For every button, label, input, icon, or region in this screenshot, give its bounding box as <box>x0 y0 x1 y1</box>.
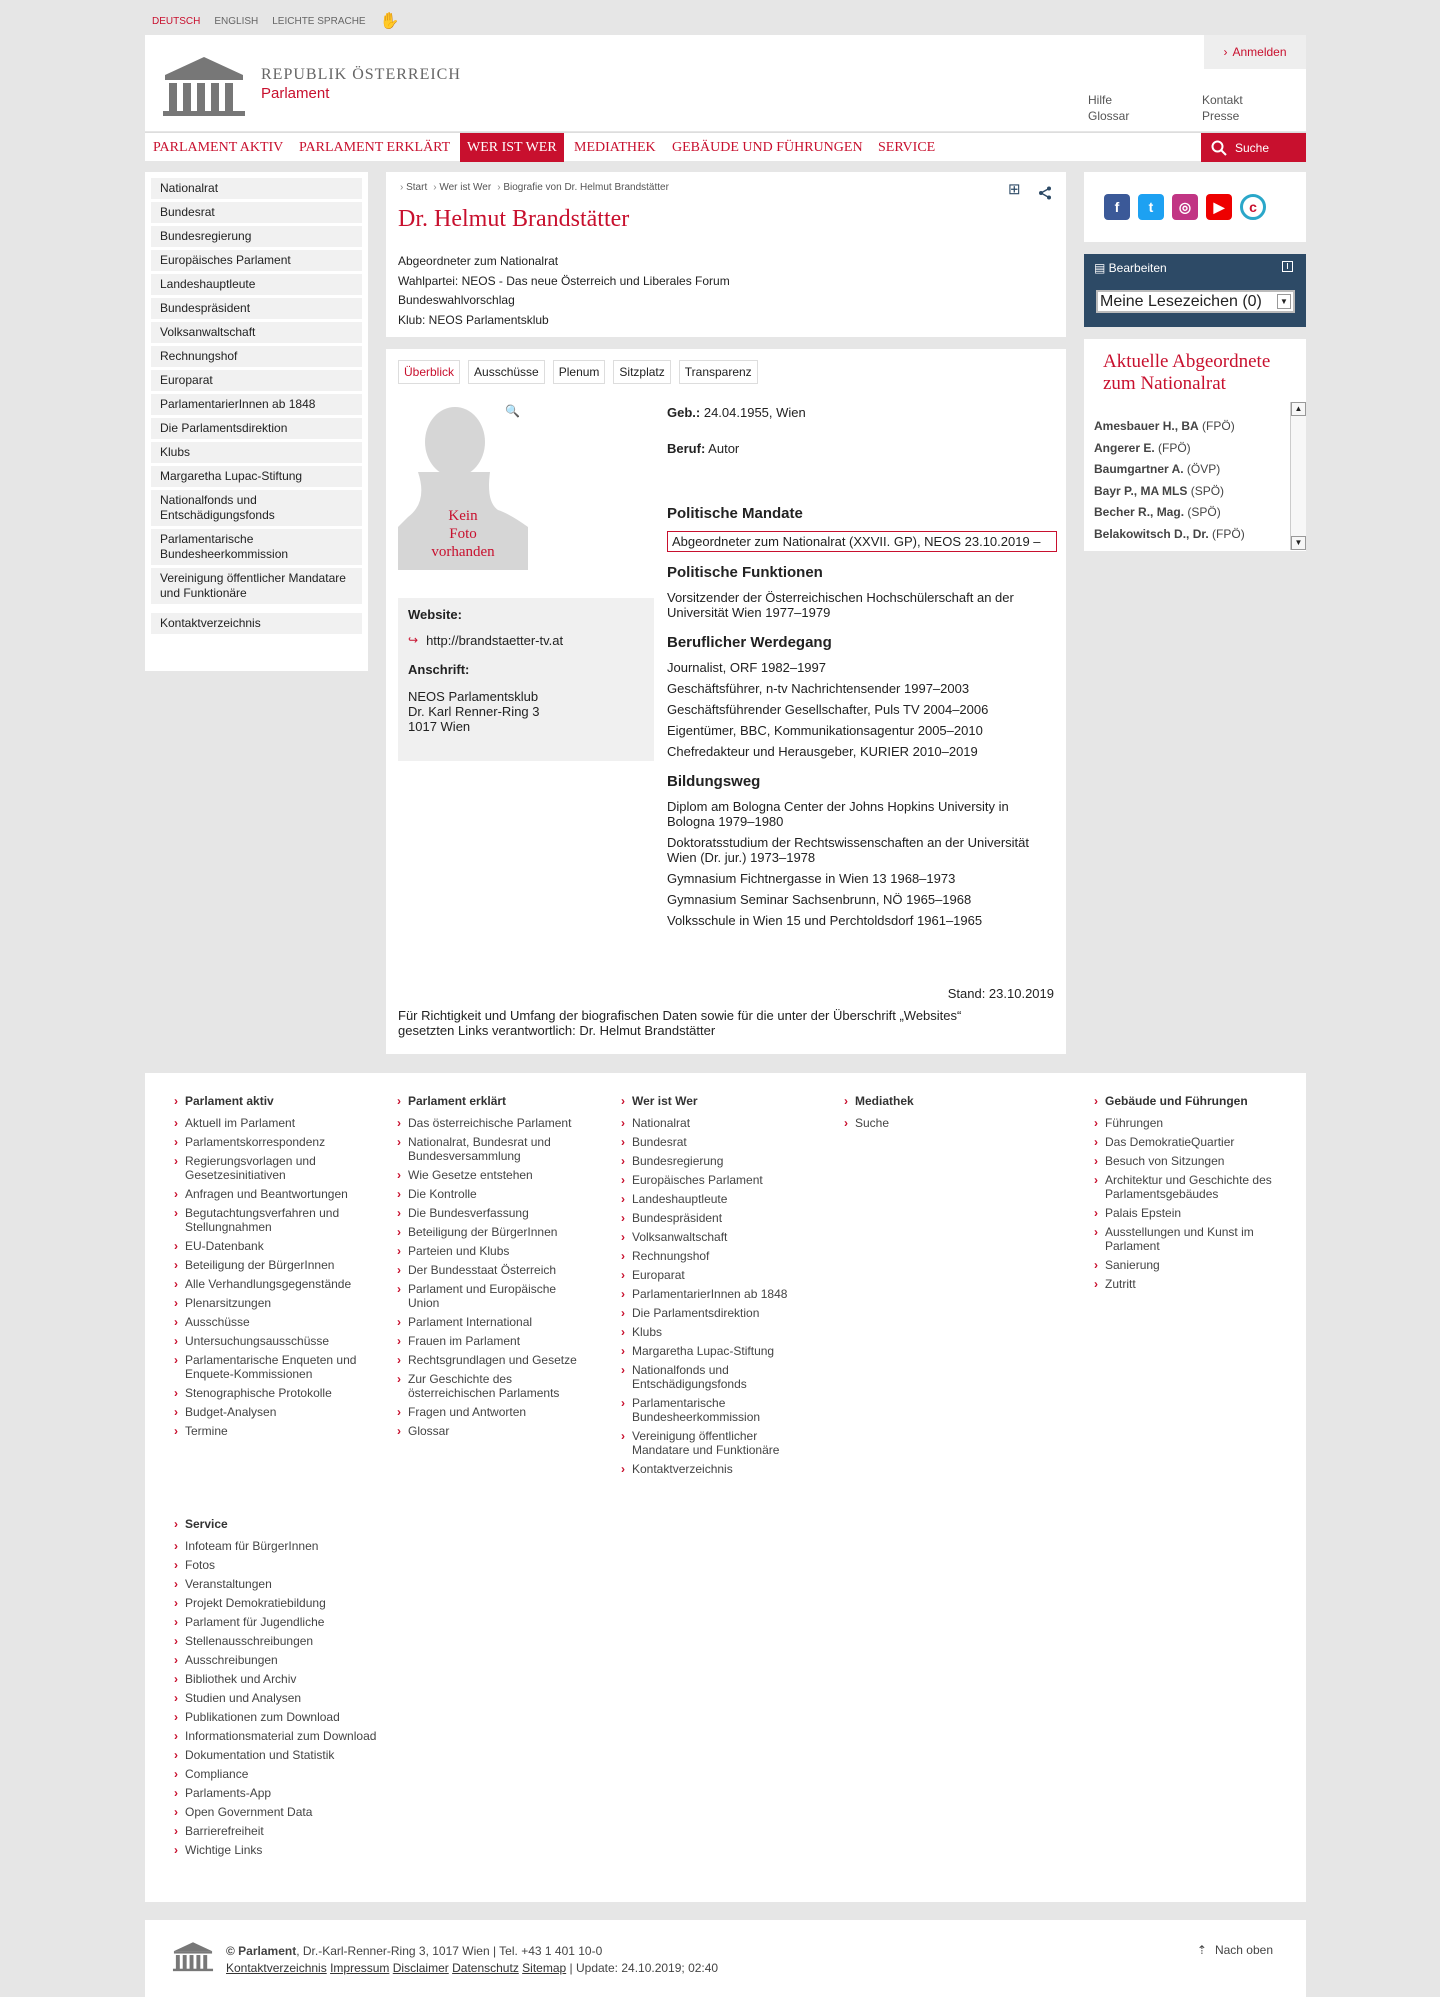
footer-link[interactable]: › Studien und Analysen <box>174 1691 404 1705</box>
footer-link[interactable]: › Kontaktverzeichnis <box>621 1462 811 1476</box>
education-item: Gymnasium Seminar Sachsenbrunn, NÖ 1965–1968 <box>667 892 972 907</box>
scroll-up-icon[interactable]: ▲ <box>1291 402 1306 416</box>
footer-link[interactable]: › Wie Gesetze entstehen <box>397 1168 587 1182</box>
contact-box <box>398 598 654 761</box>
back-to-top-link[interactable]: ⇡ Nach oben <box>1196 1943 1273 1957</box>
career-item: Journalist, ORF 1982–1997 <box>667 660 826 675</box>
bio-function: Abgeordneter zum Nationalrat <box>398 254 559 268</box>
breadcrumb-item[interactable]: › Wer ist Wer <box>433 182 491 193</box>
leftnav-item[interactable]: Die Parlamentsdirektion <box>151 418 362 439</box>
footer-link[interactable]: › Begutachtungsverfahren und Stellungnahmen <box>174 1206 364 1234</box>
footer-link[interactable]: › Besuch von Sitzungen <box>1094 1154 1284 1168</box>
footer-link[interactable]: › Landeshauptleute <box>621 1192 811 1206</box>
footer-link[interactable]: › Rechnungshof <box>621 1249 811 1263</box>
press-link[interactable]: Presse <box>1202 109 1240 123</box>
tab-ausschuesse[interactable]: Ausschüsse <box>468 360 545 384</box>
footer-link[interactable]: › Suche <box>844 1116 1034 1130</box>
footer-link[interactable]: › Informationsmaterial zum Download <box>174 1729 404 1743</box>
footer-link[interactable]: › Sanierung <box>1094 1258 1284 1272</box>
website-label: Website: <box>408 607 462 622</box>
footer-column <box>844 1094 1034 1135</box>
footer-link[interactable]: › Parlaments-App <box>174 1786 404 1800</box>
birth-info: Geb.: 24.04.1955, Wien <box>667 405 806 420</box>
breadcrumb-item: › Biografie von Dr. Helmut Brandstätter <box>497 182 669 193</box>
tab-bar <box>398 360 758 384</box>
glossary-link[interactable]: Glossar <box>1088 109 1130 123</box>
footer-heading[interactable]: › Wer ist Wer <box>621 1094 811 1108</box>
sign-language-icon[interactable]: ✋ <box>379 13 400 30</box>
page-title: Dr. Helmut Brandstätter <box>398 206 630 232</box>
function-item: Vorsitzender der Österreichischen Hochschülerschaft an der Universität Wien 1977–1979 <box>667 590 1014 620</box>
nav-service[interactable]: SERVICE <box>878 140 936 155</box>
leftnav-item[interactable]: Europäisches Parlament <box>151 250 362 271</box>
search-icon <box>1211 140 1227 156</box>
login-button[interactable]: › Anmelden <box>1204 35 1306 69</box>
footer-link[interactable]: › Stellenausschreibungen <box>174 1634 404 1648</box>
footer-link[interactable]: › Beteiligung der BürgerInnen <box>174 1258 364 1272</box>
leftnav-item[interactable]: Landeshauptleute <box>151 274 362 295</box>
footer-link[interactable]: › Ausschreibungen <box>174 1653 404 1667</box>
profile-photo-placeholder[interactable] <box>398 402 528 570</box>
nav-parlament-erklaert[interactable]: PARLAMENT ERKLÄRT <box>299 140 451 155</box>
site-header <box>145 35 1306 131</box>
footer-link[interactable]: Impressum <box>330 1961 390 1975</box>
footer-link[interactable]: › Ausschüsse <box>174 1315 364 1329</box>
logo-title: REPUBLIK ÖSTERREICH <box>261 66 461 83</box>
footer-sitemap <box>145 1073 1306 1902</box>
bio-club: Klub: NEOS Parlamentsklub <box>398 312 549 327</box>
profession-info: Beruf: Autor <box>667 441 740 456</box>
current-mps-panel <box>1084 339 1306 551</box>
leftnav-item[interactable]: Kontaktverzeichnis <box>151 613 362 634</box>
education-item: Doktoratsstudium der Rechtswissenschaften an der Universität Wien (Dr. jur.) 1973–1978 <box>667 835 1029 865</box>
leftnav-item[interactable]: Europarat <box>151 370 362 391</box>
footer-column <box>174 1517 404 1862</box>
footer-heading[interactable]: › Service <box>174 1517 404 1531</box>
footer-link[interactable]: › Europäisches Parlament <box>621 1173 811 1187</box>
footer-link[interactable]: › Parlament und Europäische Union <box>397 1282 587 1310</box>
update-info: | Update: 24.10.2019; 02:40 <box>569 1961 719 1975</box>
career-item: Eigentümer, BBC, Kommunikationsagentur 2005–2010 <box>667 723 983 738</box>
footer-link[interactable]: › Parlamentarische Bundesheerkommission <box>621 1396 811 1424</box>
main-navigation <box>145 132 1306 161</box>
instagram-icon[interactable]: ◎ <box>1172 194 1198 220</box>
leftnav-item[interactable]: Klubs <box>151 442 362 463</box>
footer-link[interactable]: › Publikationen zum Download <box>174 1710 404 1724</box>
footer-link[interactable]: › Plenarsitzungen <box>174 1296 364 1310</box>
footer-link[interactable]: › Vereinigung öffentlicher Mandatare und Funktionäre <box>621 1429 811 1457</box>
share-icon[interactable] <box>1038 186 1052 200</box>
leftnav-item[interactable]: Rechnungshof <box>151 346 362 367</box>
footer-link[interactable]: › Fragen und Antworten <box>397 1405 587 1419</box>
leftnav-item[interactable]: Margaretha Lupac-Stiftung <box>151 466 362 487</box>
leftnav-item[interactable]: Bundesrat <box>151 202 362 223</box>
footer-link[interactable]: › Aktuell im Parlament <box>174 1116 364 1130</box>
footer-link[interactable]: › Parlamentarische Enqueten und Enquete-Kommissionen <box>174 1353 364 1381</box>
tab-plenum[interactable]: Plenum <box>553 360 606 384</box>
footer-link[interactable]: › Glossar <box>397 1424 587 1438</box>
scroll-down-icon[interactable]: ▼ <box>1291 536 1306 550</box>
logo[interactable] <box>159 53 461 117</box>
main-content-card <box>386 349 1066 1054</box>
nav-wer-ist-wer[interactable]: WER IST WER <box>460 133 564 162</box>
search-button[interactable]: Suche <box>1201 133 1306 162</box>
last-updated: Stand: 23.10.2019 <box>947 986 1054 1001</box>
footer-link[interactable]: › Parteien und Klubs <box>397 1244 587 1258</box>
lang-leichte-sprache[interactable]: LEICHTE SPRACHE <box>272 15 366 27</box>
footer-link[interactable]: › Bundespräsident <box>621 1211 811 1225</box>
help-link[interactable]: Hilfe <box>1088 93 1113 107</box>
disclaimer-text: Für Richtigkeit und Umfang der biografischen Daten sowie für die unter der Überschrift „Websites“ gesetzten Links verantwortlich: Dr. Helmut Brandstätter <box>398 1008 962 1038</box>
footer-link[interactable]: › Ausstellungen und Kunst im Parlament <box>1094 1225 1284 1253</box>
footer-link[interactable]: › Untersuchungsausschüsse <box>174 1334 364 1348</box>
add-bookmark-icon[interactable]: ⊞ <box>1008 181 1021 198</box>
chevron-down-icon: ▼ <box>1277 294 1291 309</box>
footer-link[interactable]: › Compliance <box>174 1767 404 1781</box>
lang-deutsch[interactable]: DEUTSCH <box>152 15 201 27</box>
no-photo-text: Kein <box>448 508 478 524</box>
info-icon[interactable]: i <box>1282 261 1293 272</box>
scrollbar[interactable] <box>1290 402 1306 550</box>
no-photo-text: vorhanden <box>431 544 495 560</box>
address-label: Anschrift: <box>408 662 470 677</box>
parliament-logo-icon <box>171 1940 215 1972</box>
bio-party: Wahlpartei: NEOS - Das neue Österreich und Liberales Forum <box>398 273 730 288</box>
footer-column <box>1094 1094 1284 1296</box>
section-heading: Politische Funktionen <box>667 564 823 581</box>
footer-link[interactable]: › Bundesregierung <box>621 1154 811 1168</box>
mp-list-item[interactable]: Amesbauer H., BA (FPÖ) <box>1094 419 1235 433</box>
footer-link[interactable]: › Parlament International <box>397 1315 587 1329</box>
footer-heading[interactable]: › Mediathek <box>844 1094 1034 1108</box>
website-link[interactable]: http://brandstaetter-tv.at <box>426 633 564 648</box>
footer-link[interactable]: › Bundesrat <box>621 1135 811 1149</box>
footer-link[interactable]: › Rechtsgrundlagen und Gesetze <box>397 1353 587 1367</box>
mp-list-item[interactable]: Belakowitsch D., Dr. (FPÖ) <box>1094 526 1245 541</box>
career-item: Geschäftsführer, n-tv Nachrichtensender 1997–2003 <box>667 681 970 696</box>
mp-list-item[interactable]: Angerer E. (FPÖ) <box>1094 440 1191 455</box>
breadcrumb-item[interactable]: › Start <box>400 182 427 193</box>
footer-link[interactable]: Sitemap <box>522 1961 567 1975</box>
career-item: Chefredakteur und Herausgeber, KURIER 2010–2019 <box>667 744 978 759</box>
leftnav-item[interactable]: Bundesregierung <box>151 226 362 247</box>
footer-link[interactable]: › Die Bundesverfassung <box>397 1206 587 1220</box>
bookmark-icon: ▤ <box>1094 261 1109 275</box>
footer-link[interactable]: › Zur Geschichte des österreichischen Parlaments <box>397 1372 587 1400</box>
parliament-logo-icon <box>159 53 249 117</box>
footer-link[interactable]: › Projekt Demokratiebildung <box>174 1596 404 1610</box>
footer-heading[interactable]: › Parlament erklärt <box>397 1094 587 1108</box>
mp-list-item[interactable]: Baumgartner A. (ÖVP) <box>1094 462 1221 476</box>
footer-link[interactable]: › Parlamentskorrespondenz <box>174 1135 364 1149</box>
address-line: Dr. Karl Renner-Ring 3 <box>408 704 540 719</box>
footer-link[interactable]: › Budget-Analysen <box>174 1405 364 1419</box>
education-item: Gymnasium Fichtnergasse in Wien 13 1968–1973 <box>667 871 956 886</box>
section-heading: Politische Mandate <box>667 505 803 522</box>
footer-link[interactable]: › Die Kontrolle <box>397 1187 587 1201</box>
footer-link[interactable]: › Termine <box>174 1424 364 1438</box>
mp-list-item[interactable]: Becher R., Mag. (SPÖ) <box>1094 505 1221 519</box>
language-bar <box>152 12 400 30</box>
footer-link[interactable]: › Regierungsvorlagen und Gesetzesinitiativen <box>174 1154 364 1182</box>
facebook-icon[interactable]: f <box>1104 194 1130 220</box>
panel-title: Aktuelle Abgeordnete zum Nationalrat <box>1103 351 1271 394</box>
footer-link[interactable]: › EU-Datenbank <box>174 1239 364 1253</box>
leftnav-item[interactable]: Volksanwaltschaft <box>151 322 362 343</box>
nav-gebaeude[interactable]: GEBÄUDE UND FÜHRUNGEN <box>672 140 863 155</box>
twitter-icon[interactable]: t <box>1138 194 1164 220</box>
address-line: 1017 Wien <box>408 719 471 734</box>
leftnav-item[interactable]: Parlamentarische Bundesheerkommission <box>151 529 362 565</box>
logo-subtitle: Parlament <box>261 85 330 102</box>
edit-header[interactable]: ▤ Bearbeiten <box>1094 261 1167 275</box>
career-item: Geschäftsführender Gesellschafter, Puls TV 2004–2006 <box>667 702 989 717</box>
footer-link[interactable]: › Das DemokratieQuartier <box>1094 1135 1284 1149</box>
leftnav-item[interactable]: ParlamentarierInnen ab 1848 <box>151 394 362 415</box>
external-link-icon: ↪ <box>408 633 419 647</box>
footer-link[interactable]: › Veranstaltungen <box>174 1577 404 1591</box>
footer-link[interactable]: › Barrierefreiheit <box>174 1824 404 1838</box>
bookmarks-select[interactable]: Meine Lesezeichen (0) ▼ <box>1096 290 1295 313</box>
mandate-item: Abgeordneter zum Nationalrat (XXVII. GP), NEOS 23.10.2019 – <box>667 531 1057 552</box>
footer-link[interactable]: › Architektur und Geschichte des Parlamentsgebäudes <box>1094 1173 1284 1201</box>
zoom-icon[interactable]: 🔍 <box>505 404 520 418</box>
footer-link[interactable]: › Klubs <box>621 1325 811 1339</box>
section-heading: Bildungsweg <box>667 773 761 790</box>
edit-panel <box>1084 254 1306 327</box>
footer-link[interactable]: › Das österreichische Parlament <box>397 1116 587 1130</box>
footer-link[interactable]: › Nationalrat, Bundesrat und Bundesversammlung <box>397 1135 587 1163</box>
footer-link[interactable]: › Beteiligung der BürgerInnen <box>397 1225 587 1239</box>
bottom-bar <box>145 1920 1306 1997</box>
nav-mediathek[interactable]: MEDIATHEK <box>574 140 656 155</box>
footer-link[interactable]: Kontaktverzeichnis <box>226 1961 327 1975</box>
arrow-up-icon: ⇡ <box>1196 1943 1207 1957</box>
address-line: NEOS Parlamentsklub <box>408 689 539 704</box>
copyright: © Parlament <box>226 1944 297 1958</box>
footer-link[interactable]: › Fotos <box>174 1558 404 1572</box>
social-media-bar <box>1084 172 1306 242</box>
footer-link[interactable]: Datenschutz <box>452 1961 519 1975</box>
footer-link[interactable]: › Stenographische Protokolle <box>174 1386 364 1400</box>
tab-ueberblick[interactable]: Überblick <box>398 360 460 384</box>
footer-link[interactable]: › Volksanwaltschaft <box>621 1230 811 1244</box>
left-sidebar <box>145 172 368 671</box>
footer-link[interactable]: › Nationalrat <box>621 1116 811 1130</box>
lang-english[interactable]: ENGLISH <box>214 15 259 27</box>
bio-details <box>667 405 1057 934</box>
footer-link[interactable]: › Bibliothek und Archiv <box>174 1672 404 1686</box>
footer-column <box>174 1094 364 1443</box>
footer-link[interactable]: › Führungen <box>1094 1116 1284 1130</box>
footer-link[interactable]: › Palais Epstein <box>1094 1206 1284 1220</box>
nav-parlament-aktiv[interactable]: PARLAMENT AKTIV <box>153 140 284 155</box>
footer-heading[interactable]: › Parlament aktiv <box>174 1094 364 1108</box>
footer-column <box>621 1094 811 1481</box>
breadcrumb <box>400 182 669 193</box>
tab-sitzplatz[interactable]: Sitzplatz <box>613 360 670 384</box>
leftnav-item[interactable]: Nationalfonds und Entschädigungsfonds <box>151 490 362 526</box>
address: , Dr.-Karl-Renner-Ring 3, 1017 Wien | Tel. +43 1 401 10-0 <box>296 1944 603 1958</box>
bio-list: Bundeswahlvorschlag <box>398 293 515 307</box>
footer-link[interactable]: › Anfragen und Beantwortungen <box>174 1187 364 1201</box>
footer-link[interactable]: › ParlamentarierInnen ab 1848 <box>621 1287 811 1301</box>
footer-link[interactable]: › Infoteam für BürgerInnen <box>174 1539 404 1553</box>
footer-link[interactable]: › Wichtige Links <box>174 1843 404 1857</box>
footer-link[interactable]: › Die Parlamentsdirektion <box>621 1306 811 1320</box>
contact-link[interactable]: Kontakt <box>1202 93 1243 107</box>
footer-column <box>397 1094 587 1443</box>
footer-link[interactable]: › Margaretha Lupac-Stiftung <box>621 1344 811 1358</box>
leftnav-item[interactable]: Nationalrat <box>151 178 362 199</box>
footer-heading[interactable]: › Gebäude und Führungen <box>1094 1094 1284 1108</box>
footer-link[interactable]: Disclaimer <box>392 1961 449 1975</box>
section-heading: Beruflicher Werdegang <box>667 634 832 651</box>
leftnav-item[interactable]: Vereinigung öffentlicher Mandatare und Funktionäre <box>151 568 362 604</box>
footer-link[interactable]: › Dokumentation und Statistik <box>174 1748 404 1762</box>
footer-link[interactable]: › Der Bundesstaat Österreich <box>397 1263 587 1277</box>
tab-transparenz[interactable]: Transparenz <box>679 360 758 384</box>
education-item: Diplom am Bologna Center der Johns Hopkins University in Bologna 1979–1980 <box>667 799 1009 829</box>
footer-link[interactable]: › Parlament für Jugendliche <box>174 1615 404 1629</box>
bio-header-card <box>386 172 1066 337</box>
footer-link[interactable]: › Europarat <box>621 1268 811 1282</box>
footer-link[interactable]: › Alle Verhandlungsgegenstände <box>174 1277 364 1291</box>
mp-list-item[interactable]: Bayr P., MA MLS (SPÖ) <box>1094 483 1225 498</box>
leftnav-item[interactable]: Bundespräsident <box>151 298 362 319</box>
parliament-app-icon[interactable]: c <box>1240 194 1266 220</box>
footer-link[interactable]: › Frauen im Parlament <box>397 1334 587 1348</box>
youtube-icon[interactable]: ▶ <box>1206 194 1232 220</box>
footer-link[interactable]: › Zutritt <box>1094 1277 1284 1291</box>
education-item: Volksschule in Wien 15 und Perchtoldsdorf 1961–1965 <box>667 913 983 928</box>
no-photo-text: Foto <box>449 526 477 542</box>
footer-link[interactable]: › Open Government Data <box>174 1805 404 1819</box>
footer-link[interactable]: › Nationalfonds und Entschädigungsfonds <box>621 1363 811 1391</box>
